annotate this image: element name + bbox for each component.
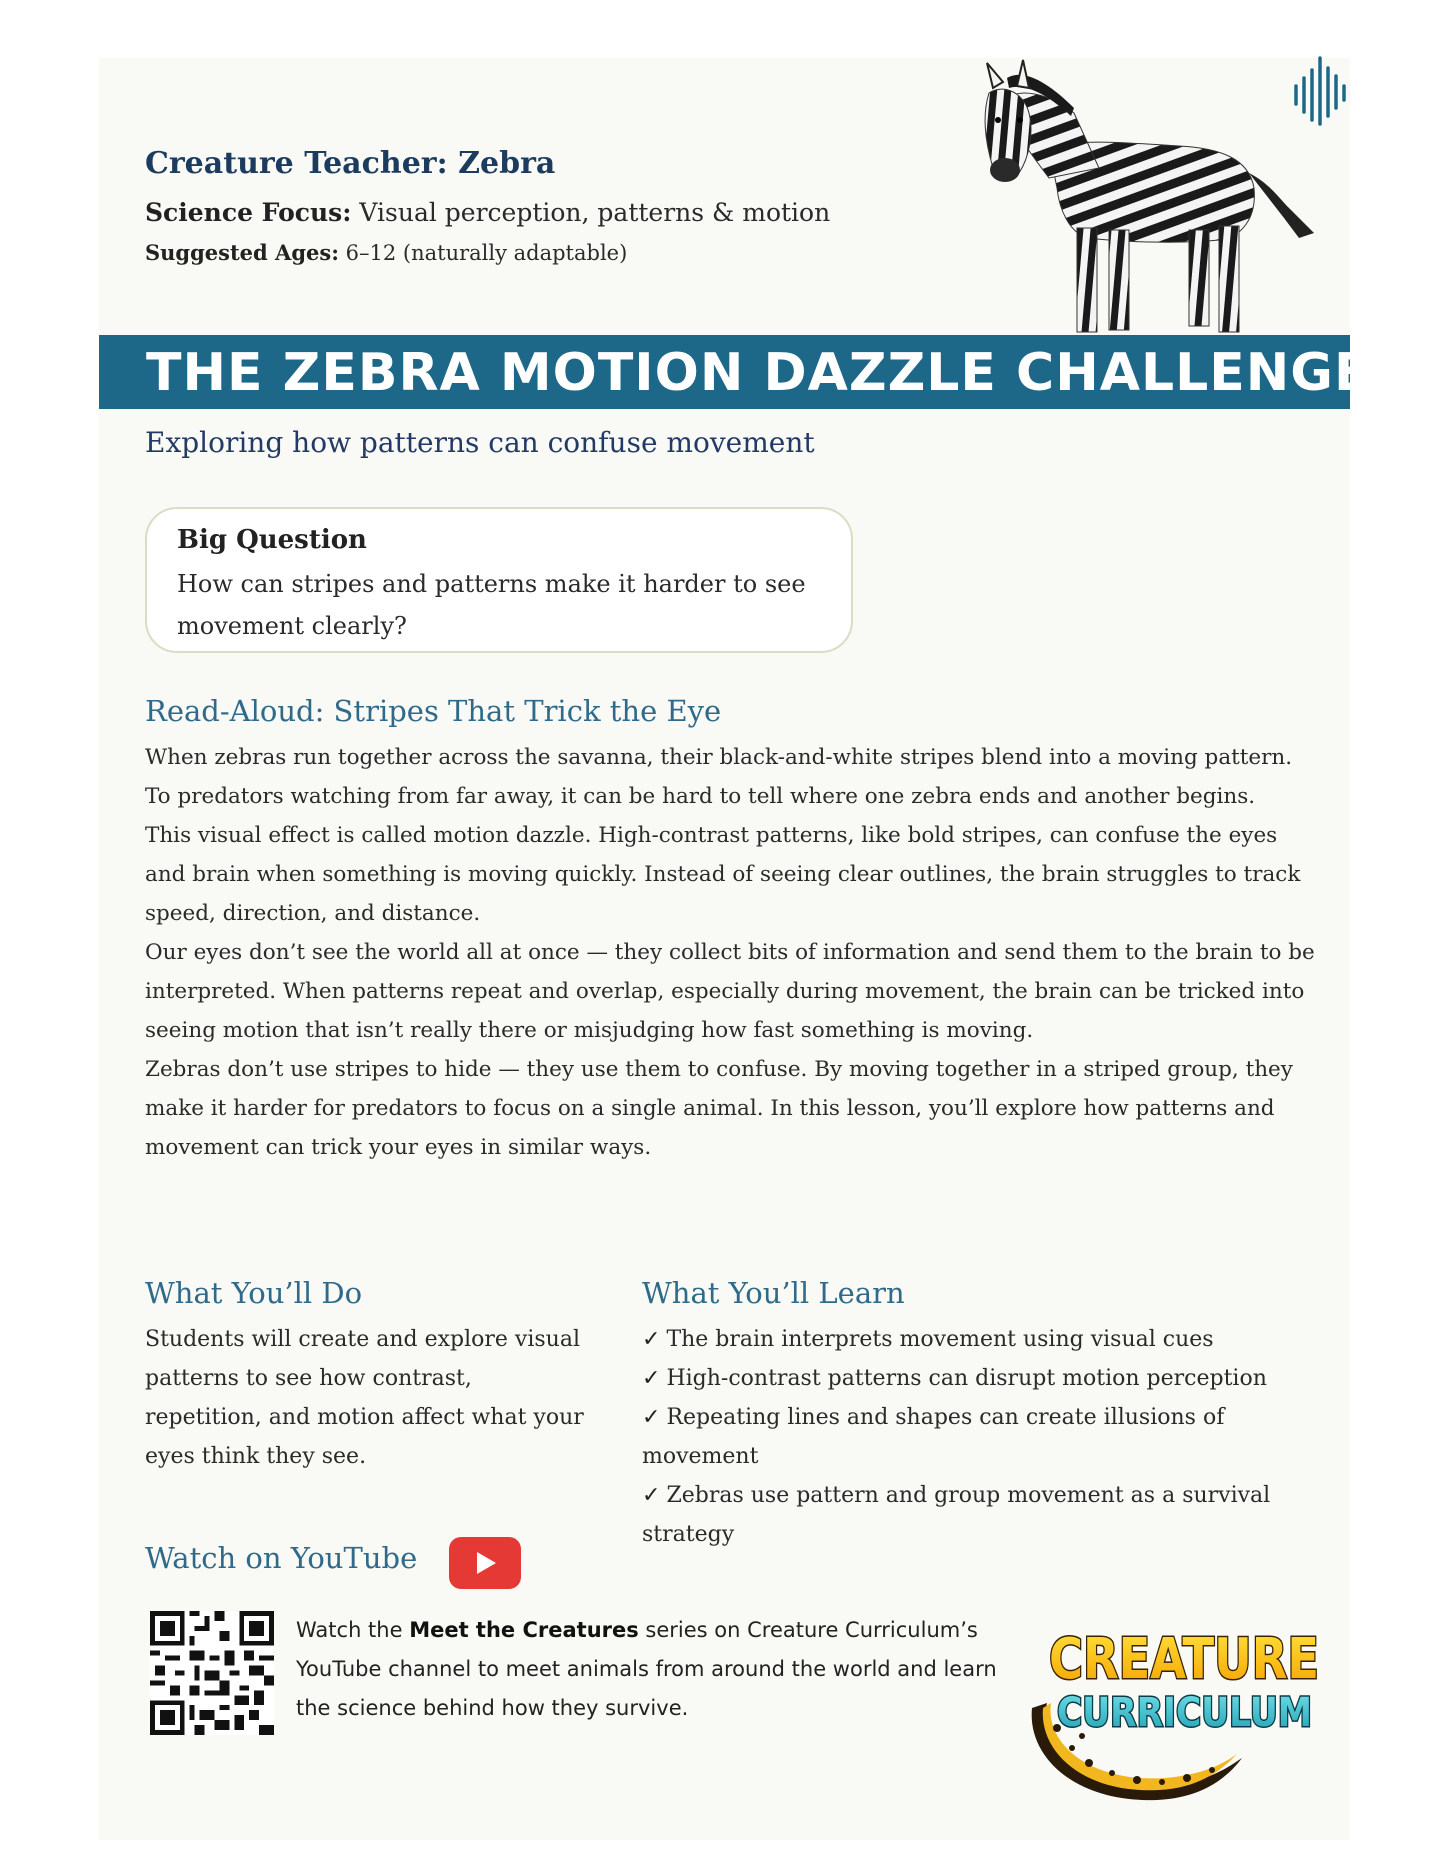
suggested-ages-label: Suggested Ages: [145, 240, 339, 265]
science-focus-label: Science Focus: [145, 198, 352, 227]
read-aloud-paragraph: Our eyes don’t see the world all at once — they collect bits of information and send them to the brain to be interpreted. When patterns repeat and overlap, especially during movement, the brain can be tricked into seeing motion that isn’t really there or misjudging how fast something is moving. [145, 940, 1315, 1043]
big-question-title: Big Question [177, 525, 367, 555]
list-item [642, 1320, 1332, 1359]
page-subtitle: Exploring how patterns can confuse movement [145, 426, 815, 459]
series-name: Meet the Creatures [409, 1618, 639, 1642]
science-focus-value: Visual perception, patterns & motion [351, 198, 831, 227]
what-youll-do-title: What You’ll Do [145, 1276, 363, 1310]
page-title: THE ZEBRA MOTION DAZZLE CHALLENGE [146, 343, 1371, 403]
youtube-text-before: Watch the [296, 1618, 410, 1642]
what-youll-learn-list [642, 1320, 1332, 1554]
qr-code-icon[interactable] [150, 1611, 274, 1735]
list-item [642, 1359, 1332, 1398]
watch-on-youtube-title: Watch on YouTube [145, 1541, 418, 1575]
what-youll-do-text: Students will create and explore visual patterns to see how contrast, repetition, and motion affect what your eyes think they see. [145, 1327, 584, 1469]
read-aloud-paragraph: When zebras run together across the savanna, their black-and-white stripes blend into a moving pattern. To predators watching from far away, it can be hard to tell where one zebra ends and another begins. [145, 745, 1293, 809]
checkmark-icon: ✓ [642, 1483, 661, 1508]
logo-line-1: CREATURE [1049, 1627, 1319, 1692]
suggested-ages-value: 6–12 (naturally adaptable) [338, 241, 628, 265]
youtube-description [296, 1611, 1026, 1728]
worksheet-page [99, 58, 1371, 1840]
read-aloud-paragraph: This visual effect is called motion dazzle. High-contrast patterns, like bold stripes, can confuse the eyes and brain when something is moving quickly. Instead of seeing clear outlines, the brain struggles to track speed, direction, and distance. [145, 823, 1301, 926]
what-youll-learn-title: What You’ll Learn [642, 1276, 905, 1310]
teacher-heading: Creature Teacher: Zebra [145, 146, 556, 181]
zebra-illustration [979, 58, 1324, 336]
read-aloud-text [145, 738, 1315, 1167]
learn-item-text: High-contrast patterns can disrupt motion perception [666, 1366, 1267, 1391]
science-focus [145, 198, 830, 227]
big-question-box [145, 507, 853, 653]
read-aloud-paragraph: Zebras don’t use stripes to hide — they use them to confuse. By moving together in a striped group, they make it harder for predators to focus on a single animal. In this lesson, you’ll explore how patterns and movement can trick your eyes in similar ways. [145, 1057, 1293, 1160]
learn-item-text: The brain interprets movement using visual cues [666, 1327, 1214, 1352]
creature-curriculum-logo [1027, 1608, 1337, 1803]
checkmark-icon: ✓ [642, 1405, 661, 1430]
read-aloud-title: Read-Aloud: Stripes That Trick the Eye [145, 694, 722, 728]
logo-line-2: CURRICULUM [1057, 1690, 1312, 1736]
big-question-text: How can stripes and patterns make it harder to see movement clearly? [177, 570, 806, 640]
checkmark-icon: ✓ [642, 1366, 661, 1391]
learn-item-text: Repeating lines and shapes can create illusions of movement [642, 1405, 1225, 1469]
suggested-ages [145, 240, 627, 265]
list-item [642, 1476, 1332, 1554]
youtube-text-after: series on Creature Curriculum’s YouTube channel to meet animals from around the world and learn the science behind how they survive. [296, 1618, 997, 1720]
learn-item-text: Zebras use pattern and group movement as a survival strategy [642, 1483, 1271, 1547]
youtube-play-icon[interactable] [449, 1537, 521, 1589]
list-item [642, 1398, 1332, 1476]
checkmark-icon: ✓ [642, 1327, 661, 1352]
